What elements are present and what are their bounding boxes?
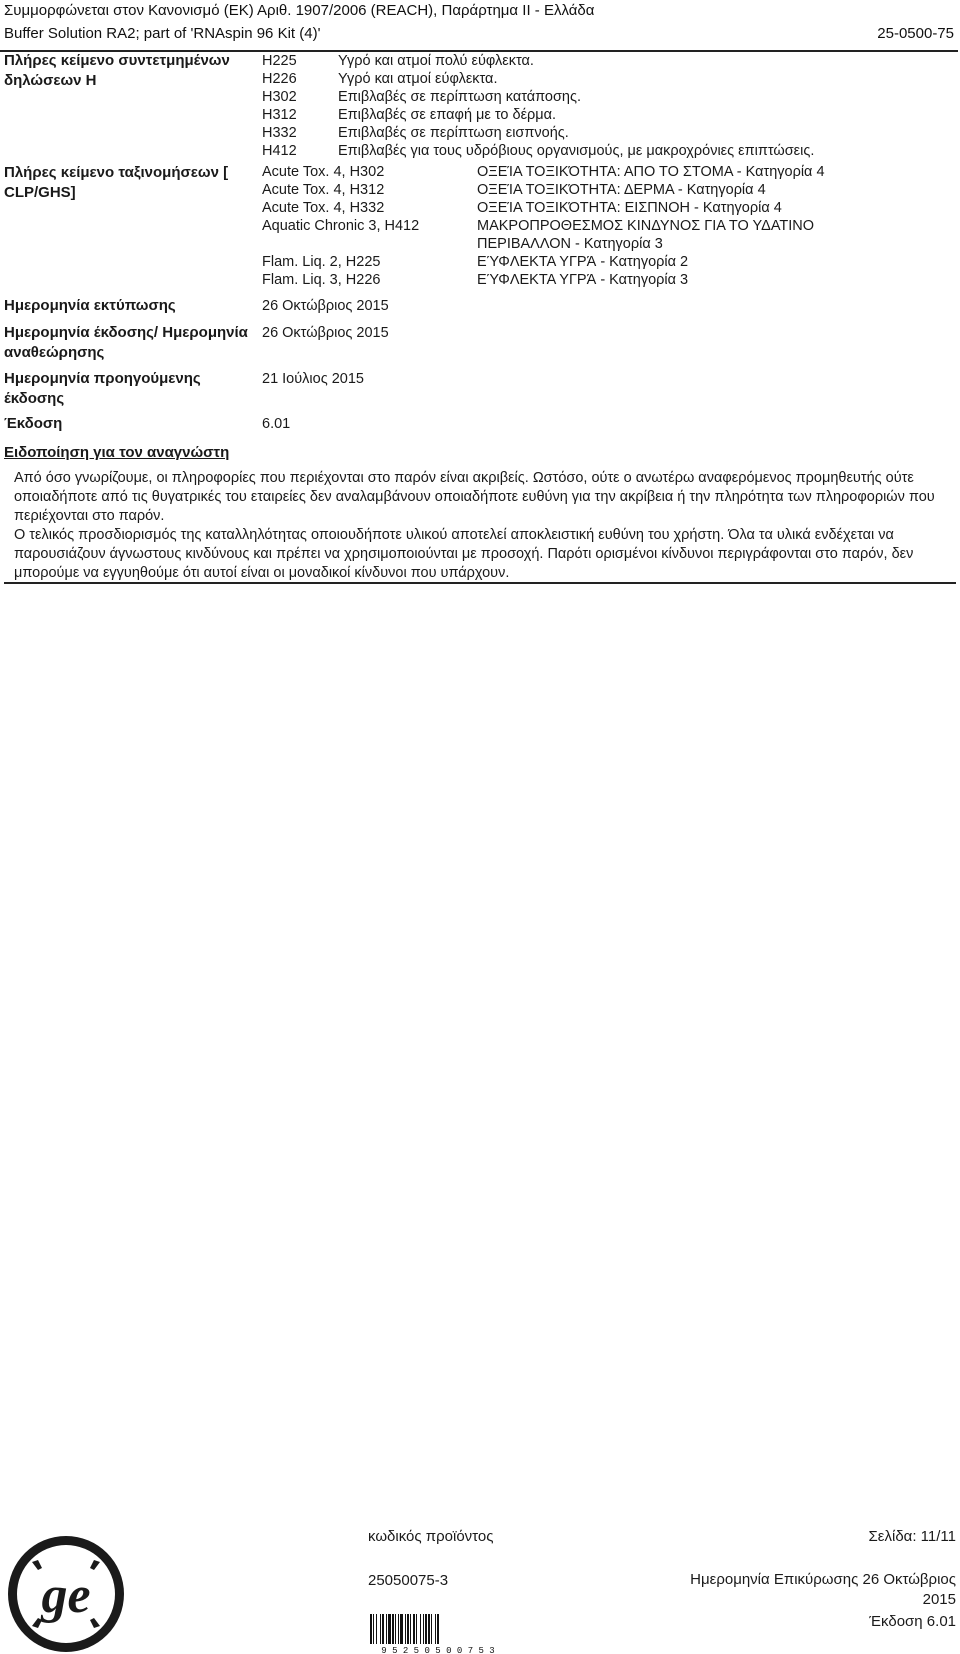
footer-version: Έκδοση 6.01 (869, 1613, 956, 1630)
class-code: Acute Tox. 4, H312 (262, 182, 385, 198)
class-text: ΟΞΕΊΑ ΤΟΞΙΚΌΤΗΤΑ: ΑΠΟ ΤΟ ΣΤΟΜΑ - Κατηγορία 4 (477, 164, 825, 180)
product-code-value: 25050075-3 (368, 1572, 449, 1589)
notice-paragraph: Ο τελικός προσδιορισμός της καταλληλότητας οποιουδήποτε υλικού αποτελεί αποκλειστική ευθύνη του χρήστη. Όλα τα υλικά ενδέχεται να παρουσιάζουν άγνωστους κινδύνους και πρέπει να χρησιμοποιούνται με προσοχή. Παρότι ορισμένοι κίνδυνοι περιγράφονται στο παρόν, δεν μπορούμε να εγγυηθούμε ότι αυτοί είναι οι μοναδικοί κίνδυνοι που υπάρχουν. (14, 527, 914, 581)
document-code: 25-0500-75 (877, 25, 954, 42)
page-number: Σελίδα: 11/11 (868, 1528, 956, 1545)
previous-date-label: Ημερομηνία προηγούμενης έκδοσης (4, 370, 201, 407)
class-code: Flam. Liq. 3, H226 (262, 272, 381, 288)
class-text: ΕΎΦΛΕΚΤΑ ΥΓΡΆ - Κατηγορία 3 (477, 272, 689, 288)
notice-paragraph: Από όσο γνωρίζουμε, οι πληροφορίες που περιέχονται στο παρόν είναι ακριβείς. Ωστόσο, ούτε ο ανωτέρω αναφερόμενος προμηθευτής ούτε οποιαδήποτε από τις θυγατρικές του εταιρείες δεν αναλαμβάνουν οποιαδήποτε ευθύνη για την ακρίβεια ή την πληρότητα των πληροφοριών που περιέχονται στο παρόν. (14, 470, 935, 524)
h-text: Υγρό και ατμοί εύφλεκτα. (338, 71, 498, 87)
h-code: H302 (262, 89, 297, 105)
h-text: Υγρό και ατμοί πολύ εύφλεκτα. (338, 53, 534, 69)
h-text: Επιβλαβές σε περίπτωση εισπνοής. (338, 125, 569, 141)
class-code: Flam. Liq. 2, H225 (262, 254, 381, 270)
class-text: ΟΞΕΊΑ ΤΟΞΙΚΌΤΗΤΑ: ΕΙΣΠΝΟΗ - Κατηγορία 4 (477, 200, 782, 216)
divider (4, 582, 956, 584)
class-code: Aquatic Chronic 3, H412 (262, 218, 420, 234)
regulation-text: Συμμορφώνεται στον Κανονισμό (ΕΚ) Αριθ. 1907/2006 (REACH), Παράρτημα II - Ελλάδα (4, 2, 595, 19)
previous-date-value: 21 Ιούλιος 2015 (262, 371, 364, 387)
class-code: Acute Tox. 4, H332 (262, 200, 385, 216)
page-header (0, 0, 958, 52)
reader-notice (14, 469, 954, 583)
barcode-digits: 9 5 2 5 0 5 0 0 7 5 3 (381, 1646, 495, 1654)
print-date-label: Ημερομηνία εκτύπωσης (4, 297, 176, 314)
class-text: ΜΑΚΡΟΠΡΟΘΕΣΜΟΣ ΚΙΝΔΥΝΟΣ ΓΙΑ ΤΟ ΥΔΑΤΙΝΟ ΠΕΡΙΒΑΛΛΟΝ - Κατηγορία 3 (477, 218, 815, 252)
class-text: ΟΞΕΊΑ ΤΟΞΙΚΌΤΗΤΑ: ΔΕΡΜΑ - Κατηγορία 4 (477, 182, 766, 198)
h-code: H332 (262, 125, 297, 141)
validation-date: Ημερομηνία Επικύρωσης 26 Οκτώβριος 2015 (690, 1571, 956, 1608)
h-statements-label: Πλήρες κείμενο συντετμημένων δηλώσεων Η (4, 52, 230, 89)
issue-date-label: Ημερομηνία έκδοσης/ Ημερομηνία αναθεώρησης (4, 324, 248, 361)
h-text: Επιβλαβές σε επαφή με το δέρμα. (338, 107, 557, 123)
version-value: 6.01 (262, 416, 291, 432)
h-code: H412 (262, 143, 297, 159)
classifications-label: Πλήρες κείμενο ταξινομήσεων [ CLP/GHS] (4, 164, 229, 201)
svg-text:ge: ge (41, 1567, 91, 1624)
class-text: ΕΎΦΛΕΚΤΑ ΥΓΡΆ - Κατηγορία 2 (477, 254, 689, 270)
ge-logo-icon (6, 1534, 126, 1654)
h-code: H312 (262, 107, 297, 123)
reader-notice-title: Ειδοποίηση για τον αναγνώστη (4, 444, 230, 461)
product-name: Buffer Solution RA2; part of 'RNAspin 96 Kit (4)' (4, 25, 321, 42)
product-code-label: κωδικός προϊόντος (368, 1528, 494, 1545)
h-text: Επιβλαβές για τους υδρόβιους οργανισμούς, με μακροχρόνιες επιπτώσεις. (338, 143, 815, 159)
h-code: H225 (262, 53, 297, 69)
h-text: Επιβλαβές σε περίπτωση κατάποσης. (338, 89, 581, 105)
print-date-value: 26 Οκτώβριος 2015 (262, 298, 389, 314)
version-label: Έκδοση (4, 415, 63, 432)
issue-date-value: 26 Οκτώβριος 2015 (262, 325, 389, 341)
class-code: Acute Tox. 4, H302 (262, 164, 385, 180)
barcode-icon (368, 1614, 508, 1654)
h-code: H226 (262, 71, 297, 87)
